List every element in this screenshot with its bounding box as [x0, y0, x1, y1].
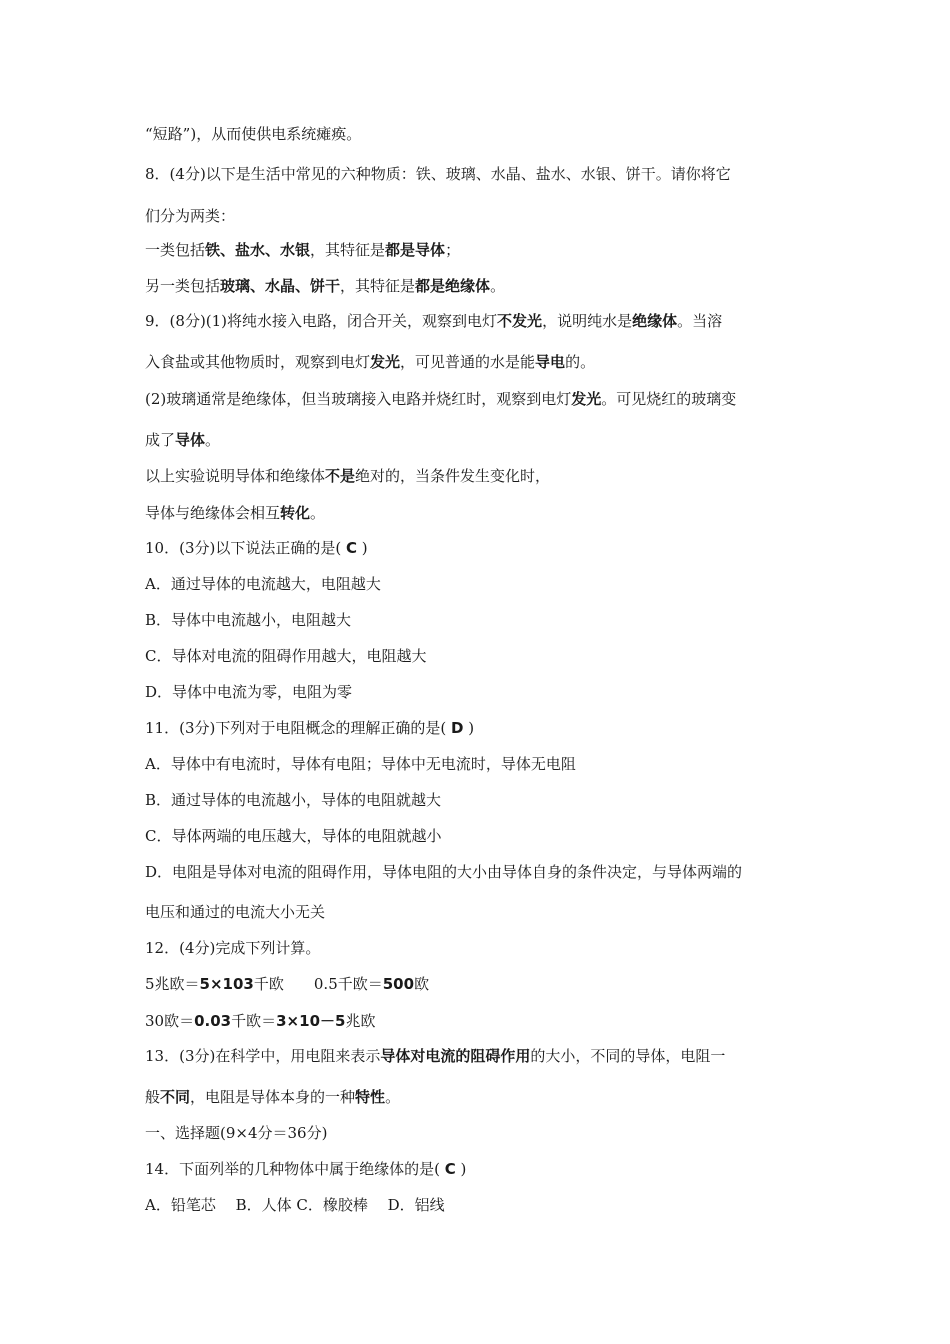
text-segment: 5兆欧＝ — [145, 975, 200, 993]
answer-text: 0.03 — [194, 1012, 232, 1030]
text-line — [145, 389, 736, 409]
text-segment: 欧 — [414, 975, 430, 993]
text-segment: A．导体中有电流时，导体有电阻；导体中无电流时，导体无电阻 — [145, 755, 576, 773]
text-segment: ) — [463, 719, 475, 737]
answer-text: 绝缘体 — [632, 312, 678, 330]
text-segment: 13．(3分)在科学中，用电阻来表示 — [145, 1047, 381, 1065]
answer-line — [145, 240, 460, 260]
text-segment: D．导体中电流为零，电阻为零 — [145, 683, 353, 701]
text-segment: 9．(8分)(1)将纯水接入电路，闭合开关，观察到电灯 — [145, 312, 498, 330]
text-segment: 千欧 — [253, 975, 284, 993]
answer-text: 导体 — [175, 431, 206, 449]
text-segment: 8．(4分)以下是生活中常见的六种物质：铁、玻璃、水晶、盐水、水银、饼干。请你将它 — [145, 165, 731, 183]
text-line — [145, 1087, 400, 1107]
text-segment: 12．(4分)完成下列计算。 — [145, 939, 321, 957]
text-segment: ，可见普通的水是能 — [400, 353, 536, 371]
question-8-line — [145, 164, 731, 184]
question-13-line — [145, 1046, 725, 1066]
text-segment: 。可见烧红的玻璃变 — [601, 390, 737, 408]
answer-text: 转化 — [280, 504, 311, 522]
text-segment: 的。 — [565, 353, 596, 371]
answer-text: 不是 — [325, 467, 356, 485]
text-segment: (2)玻璃通常是绝缘体，但当玻璃接入电路并烧红时，观察到电灯 — [145, 390, 572, 408]
question-11-line — [145, 718, 474, 738]
answer-text: D — [450, 719, 464, 737]
text-segment: ，说明纯水是 — [542, 312, 633, 330]
answer-text: 发光 — [571, 390, 602, 408]
text-segment: ，其特征是 — [310, 241, 386, 259]
answer-text: 都是导体 — [385, 241, 446, 259]
question-12-line — [145, 938, 320, 958]
text-segment: 0.5千欧＝ — [313, 975, 383, 993]
question-9-line — [145, 311, 722, 331]
text-line — [145, 124, 361, 144]
answer-text: 玻璃、水晶、饼干 — [220, 277, 341, 295]
text-line — [145, 503, 325, 523]
text-segment: 10．(3分)以下说法正确的是( — [145, 539, 346, 557]
option-line — [145, 754, 576, 774]
text-segment: 兆欧 — [345, 1012, 376, 1030]
text-segment: 电压和通过的电流大小无关 — [145, 903, 326, 921]
answer-text: 发光 — [370, 353, 401, 371]
text-segment: 的大小，不同的导体，电阻一 — [530, 1047, 726, 1065]
text-segment: B．通过导体的电流越小，导体的电阻就越大 — [145, 791, 442, 809]
text-segment: 。 — [205, 431, 221, 449]
text-line — [145, 430, 220, 450]
text-segment: A．铅笔芯 B．人体 C．橡胶棒 D．铝线 — [145, 1196, 445, 1214]
answer-text: 不发光 — [497, 312, 543, 330]
text-segment: 11．(3分)下列对于电阻概念的理解正确的是( — [145, 719, 451, 737]
answer-text: 特性 — [355, 1088, 386, 1106]
text-segment: 们分为两类： — [145, 207, 236, 225]
text-segment: 一、选择题(9×4分＝36分) — [145, 1124, 328, 1142]
option-line — [145, 862, 742, 882]
section-heading — [145, 1123, 327, 1143]
option-line — [145, 646, 426, 666]
answer-text: 铁、盐水、水银 — [205, 241, 311, 259]
question-14-line — [145, 1159, 466, 1179]
text-line — [145, 352, 595, 372]
answer-text: 不同 — [160, 1088, 191, 1106]
text-segment: D．电阻是导体对电流的阻碍作用，导体电阻的大小由导体自身的条件决定，与导体两端的 — [145, 863, 743, 881]
text-segment: 。当溶 — [677, 312, 723, 330]
text-segment: A．通过导体的电流越大，电阻越大 — [145, 575, 381, 593]
text-segment: 导体与绝缘体会相互 — [145, 504, 281, 522]
text-segment: 千欧＝ — [231, 1012, 277, 1030]
text-segment: 。 — [490, 277, 506, 295]
text-segment: 以上实验说明导体和绝缘体 — [145, 467, 326, 485]
text-line — [145, 206, 235, 226]
text-segment: 另一类包括 — [145, 277, 221, 295]
question-10-line — [145, 538, 368, 558]
text-segment: 般 — [145, 1088, 161, 1106]
text-segment: 14．下面列举的几种物体中属于绝缘体的是( — [145, 1160, 445, 1178]
text-segment: 。 — [310, 504, 326, 522]
text-segment: C．导体两端的电压越大，导体的电阻就越小 — [145, 827, 442, 845]
option-line — [145, 790, 441, 810]
option-line — [145, 574, 381, 594]
text-line — [145, 902, 325, 922]
text-segment: 绝对的，当条件发生变化时， — [355, 467, 551, 485]
text-segment: ) — [455, 1160, 467, 1178]
text-segment: B．导体中电流越小，电阻越大 — [145, 611, 352, 629]
answer-text: 都是绝缘体 — [415, 277, 491, 295]
text-segment: 一类包括 — [145, 241, 206, 259]
answer-text: 导体对电流的阻碍作用 — [380, 1047, 531, 1065]
option-line — [145, 1195, 445, 1215]
text-segment: “短路”)，从而使供电系统瘫痪。 — [145, 125, 362, 143]
text-segment: 30欧＝ — [145, 1012, 195, 1030]
answer-text: 导电 — [535, 353, 566, 371]
answer-text: 500 — [382, 975, 415, 993]
option-line — [145, 682, 352, 702]
option-line — [145, 610, 351, 630]
text-segment: ； — [445, 241, 461, 259]
answer-text: 5×103 — [199, 975, 254, 993]
text-segment: ) — [356, 539, 368, 557]
text-segment: ，电阻是导体本身的一种 — [190, 1088, 356, 1106]
answer-text: 3×10－5 — [276, 1012, 346, 1030]
answer-line — [145, 1011, 375, 1031]
text-segment: 。 — [385, 1088, 401, 1106]
text-segment: 成了 — [145, 431, 176, 449]
text-segment: C．导体对电流的阻碍作用越大，电阻越大 — [145, 647, 427, 665]
answer-line — [145, 276, 505, 296]
option-line — [145, 826, 441, 846]
text-segment: 入食盐或其他物质时，观察到电灯 — [145, 353, 371, 371]
text-line — [145, 466, 550, 486]
answer-text: C — [444, 1160, 456, 1178]
answer-line — [145, 974, 429, 994]
answer-text: C — [345, 539, 357, 557]
text-segment: ，其特征是 — [340, 277, 416, 295]
